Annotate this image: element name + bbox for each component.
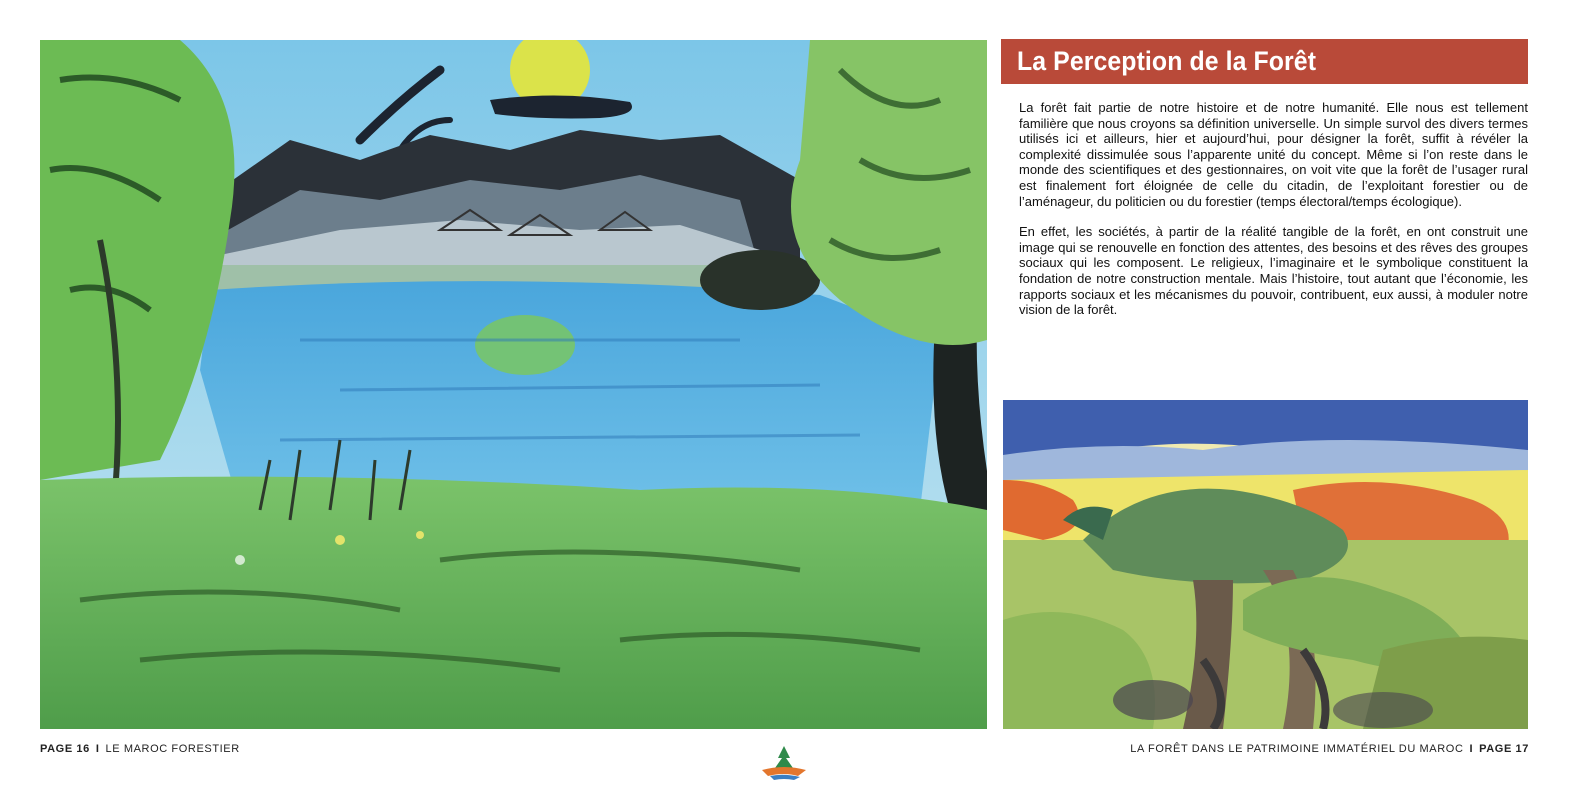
paragraph-2: En effet, les sociétés, à partir de la réalité tangible de la forêt, en ont construit une image qui se renouvelle en fonction des attentes, des besoins et des rêves des groupes sociaux qui les composent. Le religieux, l’imaginaire et le symbolique constituent la fondation de notre construction mentale. Mais l’histoire, tout autant que l’économie, les rapports sociaux et les mécanismes du pouvoir, contribuent, eux aussi, à moduler notre vision de la forêt. bbox=[1019, 224, 1528, 318]
publisher-logo-icon bbox=[758, 744, 810, 782]
paragraph-1: La forêt fait partie de notre histoire et de notre humanité. Elle nous est tellement familière que nous croyons sa définition universelle. Un simple survol des divers termes utilisés ici et ailleurs, hier et aujourd’hui, pour désigner la forêt, suffit à révéler la complexité dissimulée sous l’apparente unité du concept. Même si l’on reste dans le monde des scientifiques et des gestionnaires, on voit vite que la forêt de l’usager rural est finalement fort éloignée de celle du citadin, de l’exploitant forestier ou de l’aménageur, du politicien ou du forestier (temps électoral/temps écologique). bbox=[1019, 100, 1528, 209]
left-running-title: LE MAROC FORESTIER bbox=[105, 743, 240, 755]
footer-separator-right: I bbox=[1469, 743, 1474, 755]
section-title-bar bbox=[1001, 39, 1528, 84]
left-page-number: PAGE 16 bbox=[40, 743, 90, 755]
footer-separator: I bbox=[95, 743, 100, 755]
article-body bbox=[1019, 100, 1528, 333]
right-page-number: PAGE 17 bbox=[1479, 743, 1529, 755]
footer-right bbox=[1130, 743, 1529, 755]
watercolor-tree-painting bbox=[1003, 400, 1528, 729]
right-running-title: LA FORÊT DANS LE PATRIMOINE IMMATÉRIEL DU MAROC bbox=[1130, 743, 1464, 755]
footer-left bbox=[40, 743, 240, 755]
section-title: La Perception de la Forêt bbox=[1017, 46, 1317, 76]
lake-landscape-painting bbox=[40, 40, 987, 729]
